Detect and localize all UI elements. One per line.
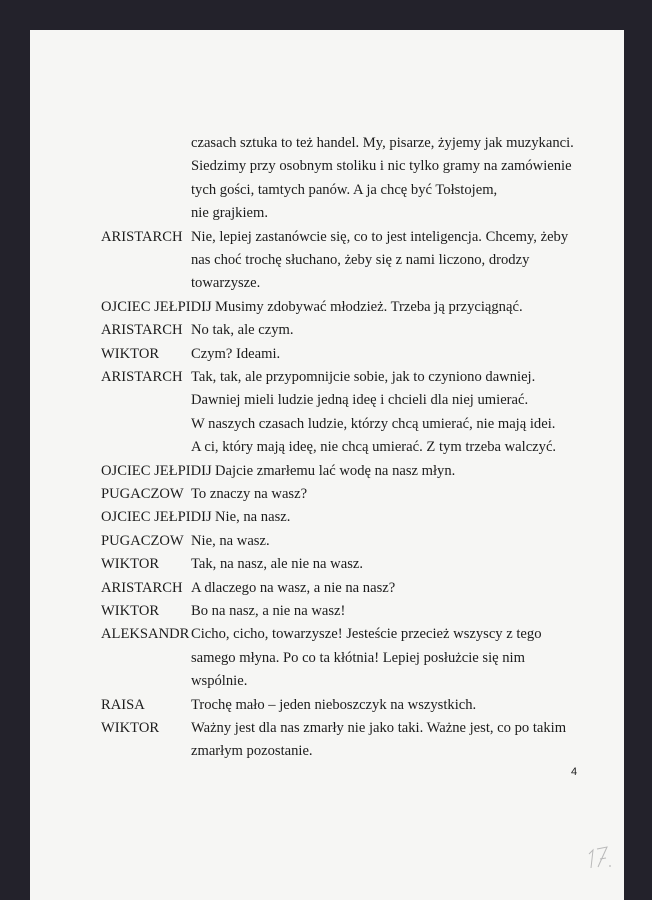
dialogue-line: Tak, na nasz, ale nie na wasz. xyxy=(191,556,363,573)
speaker-name: PUGACZOW xyxy=(101,532,184,549)
dialogue-line: Nie, lepiej zastanówcie się, co to jest inteligencja. Chcemy, żeby xyxy=(191,228,569,245)
speaker-name: ARISTARCH xyxy=(101,228,183,245)
dialogue-line: samego młyna. Po co ta kłótnia! Lepiej posłużcie się nim xyxy=(191,649,525,666)
speaker-name: ARISTARCH xyxy=(101,322,183,339)
dialogue-line: Nie, na nasz. xyxy=(215,509,291,526)
dialogue-line: No tak, ale czym. xyxy=(191,322,294,339)
page-number: 4 xyxy=(571,766,578,778)
speaker-name: WIKTOR xyxy=(101,720,160,736)
dialogue-line: Dajcie zmarłemu lać wodę na nasz młyn. xyxy=(215,462,456,479)
dialogue-line: wspólnie. xyxy=(191,673,248,690)
speaker-name: WIKTOR xyxy=(101,345,160,362)
speaker-name: OJCIEC JEŁPIDIJ xyxy=(101,509,212,526)
dialogue-line: tych gości, tamtych panów. A ja chcę być Tołstojem, xyxy=(191,181,498,198)
dialogue-line: Trochę mało – jeden nieboszczyk na wszystkich. xyxy=(191,696,477,713)
speaker-name: ALEKSANDR xyxy=(101,626,190,643)
dialogue-line: Cicho, cicho, towarzysze! Jesteście przecież wszyscy z tego xyxy=(191,626,542,643)
dialogue-line: Ważny jest dla nas zmarły nie jako taki. Ważne jest, co po takim xyxy=(191,720,567,736)
speaker-name: ARISTARCH xyxy=(101,369,183,385)
archive-mark xyxy=(583,836,617,870)
dialogue-line: Dawniej mieli ludzie jedną ideę i chcieli dla niej umierać. xyxy=(191,392,529,409)
speaker-name: OJCIEC JEŁPIDIJ xyxy=(101,462,212,479)
document-page xyxy=(30,30,624,900)
dialogue-line: zmarłym pozostanie. xyxy=(191,743,313,760)
dialogue-line: Musimy zdobywać młodzież. Trzeba ją przyciągnąć. xyxy=(215,298,523,315)
speaker-name: ARISTARCH xyxy=(101,579,183,596)
dialogue-line: W naszych czasach ludzie, którzy chcą umierać, nie mają idei. xyxy=(191,415,556,432)
dialogue-line: Nie, na wasz. xyxy=(191,532,270,549)
dialogue-line: nie grajkiem. xyxy=(191,205,268,222)
dialogue-line: Bo na nasz, a nie na wasz! xyxy=(191,603,346,619)
dialogue-line: A ci, który mają ideę, nie chcą umierać. Z tym trzeba walczyć. xyxy=(191,439,557,456)
speaker-name: OJCIEC JEŁPIDIJ xyxy=(101,298,212,315)
speaker-name: WIKTOR xyxy=(101,556,160,573)
dialogue-line: Tak, tak, ale przypomnijcie sobie, jak to czyniono dawniej. xyxy=(191,369,536,385)
dialogue-line: A dlaczego na wasz, a nie na nasz? xyxy=(191,579,396,596)
speaker-name: WIKTOR xyxy=(101,603,160,619)
dialogue-line: nas choć trochę słuchano, żeby się z nami liczono, drodzy xyxy=(191,252,530,268)
dialogue-line: towarzysze. xyxy=(191,275,261,292)
dialogue-line: To znaczy na wasz? xyxy=(191,486,308,502)
dialogue-line: czasach sztuka to też handel. My, pisarze, żyjemy jak muzykanci. xyxy=(191,135,574,151)
dialogue-text xyxy=(30,30,624,900)
speaker-name: PUGACZOW xyxy=(101,486,184,502)
dialogue-line: Czym? Ideami. xyxy=(191,345,281,362)
speaker-name: RAISA xyxy=(101,696,145,713)
dialogue-line: Siedzimy przy osobnym stoliku i nic tylko gramy na zamówienie xyxy=(191,158,572,175)
